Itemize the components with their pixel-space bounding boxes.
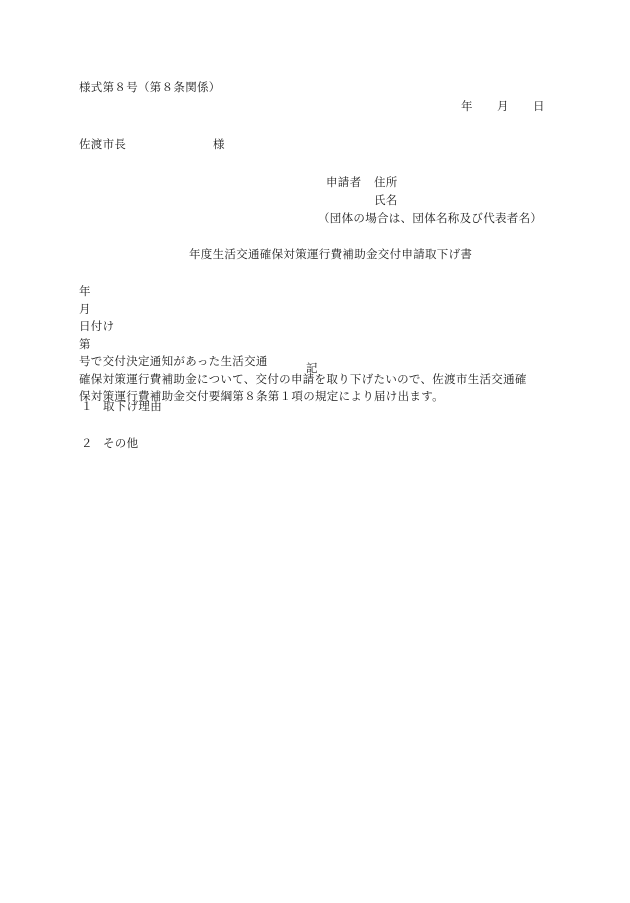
date-year: 年: [461, 99, 473, 113]
body-number-prefix: 第: [79, 336, 91, 351]
item-number: ２: [81, 436, 93, 450]
body-month: 月: [79, 301, 91, 316]
name-label: 氏名: [374, 193, 398, 207]
body-line-1: [79, 283, 549, 371]
applicant-label: 申請者: [326, 175, 362, 189]
addressee-title: 佐渡市長: [79, 137, 127, 151]
address-label: 住所: [374, 175, 398, 189]
body-year: 年: [79, 284, 91, 298]
item-label: その他: [103, 436, 139, 450]
addressee-honorific: 様: [213, 137, 225, 151]
ki-heading: 記: [306, 361, 318, 375]
body-paragraph: [79, 283, 549, 406]
body-dated: 日付け: [79, 319, 115, 333]
item-number: １: [81, 399, 93, 413]
date-month: 月: [497, 99, 509, 113]
body-line-3: 保対策運行費補助金交付要綱第８条第１項の規定により届け出ます。: [79, 389, 444, 403]
body-line-1-rest: 号で交付決定通知があった生活交通: [79, 354, 268, 368]
body-line-2: 確保対策運行費補助金について、交付の申請を取り下げたいので、佐渡市生活交通確: [79, 371, 527, 386]
document-title: 年度生活交通確保対策運行費補助金交付申請取下げ書: [189, 247, 473, 261]
form-number: 様式第８号（第８条関係）: [79, 80, 221, 94]
date-day: 日: [533, 99, 545, 113]
organization-note: （団体の場合は、団体名称及び代表者名）: [318, 211, 543, 225]
item-label: 取下げ理由: [103, 399, 162, 413]
